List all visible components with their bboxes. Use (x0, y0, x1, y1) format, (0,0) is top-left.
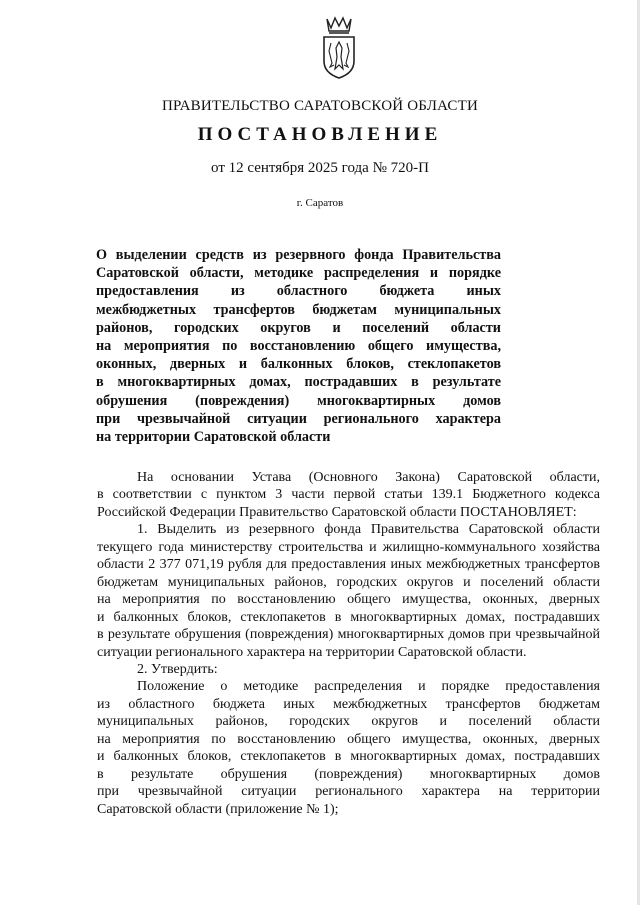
body-line: и балконных блоков, стеклопакетов в многоквартирных домах, пострадавших (97, 609, 600, 625)
title-line: предоставления из областного бюджета иных (96, 283, 501, 300)
document-title (96, 246, 501, 446)
body-line: в соответствии с пунктом 3 части первой статьи 139.1 Бюджетного кодекса (97, 487, 600, 503)
body-line: бюджетам муниципальных районов, городских округов и поселений области (97, 574, 600, 590)
body-line: при чрезвычайной ситуации регионального характера на территории (97, 784, 600, 800)
document-city: г. Саратов (296, 197, 344, 209)
title-line: на мероприятия по восстановлению общего имущества, (96, 338, 501, 355)
body-line: муниципальных районов, городских округов и поселений области (97, 714, 600, 730)
title-line: Саратовской области, методике распределения и порядке (96, 265, 501, 282)
body-line: ситуации регионального характера на территории Саратовской области. (97, 644, 527, 660)
body-line: Положение о методике распределения и порядке предоставления (137, 679, 600, 695)
body-line: Саратовской области (приложение № 1); (97, 801, 339, 817)
title-line: при чрезвычайной ситуации регионального характера (96, 410, 501, 427)
body-line: на мероприятия по восстановлению общего имущества, оконных, дверных (97, 731, 600, 747)
body-line: и балконных блоков, стеклопакетов в многоквартирных домах, пострадавших (97, 749, 600, 765)
title-line: оконных, дверных и балконных блоков, стеклопакетов (96, 356, 501, 373)
org-name: ПРАВИТЕЛЬСТВО САРАТОВСКОЙ ОБЛАСТИ (161, 98, 479, 114)
body-line: 2. Утвердить: (137, 661, 218, 677)
body-line: на мероприятия по восстановлению общего имущества, оконных, дверных (97, 592, 600, 608)
title-line: на территории Саратовской области (96, 429, 331, 446)
body-line: 1. Выделить из резервного фонда Правительства Саратовской области (137, 522, 600, 538)
body-line: в результате обрушения (повреждения) многоквартирных домов (97, 766, 600, 782)
title-line: межбюджетных трансфертов бюджетам муниципальных (96, 301, 501, 318)
body-line: из областного бюджета иных межбюджетных трансфертов бюджетам (97, 696, 600, 712)
title-line: О выделении средств из резервного фонда Правительства (96, 247, 501, 263)
document-date-number: от 12 сентября 2025 года № 720-П (211, 160, 429, 176)
document-body (97, 469, 600, 818)
title-line: обрушения (повреждения) многоквартирных домов (96, 392, 501, 409)
body-line: Российской Федерации Правительство Саратовской области ПОСТАНОВЛЯЕТ: (97, 504, 577, 520)
saratov-coat-of-arms-icon (318, 15, 360, 81)
body-line: На основании Устава (Основного Закона) Саратовской области, (137, 470, 600, 485)
body-line: в результате обрушения (повреждения) многоквартирных домов при чрезвычайной (97, 627, 600, 643)
body-line: текущего года министерству строительства и жилищно-коммунального хозяйства (97, 539, 600, 555)
title-line: в многоквартирных домах, пострадавших в результате (96, 374, 501, 391)
title-line: районов, городских округов и поселений области (96, 319, 501, 336)
body-line: области 2 377 071,19 рубля для предоставления иных межбюджетных трансфертов (97, 557, 600, 573)
document-type: ПОСТАНОВЛЕНИЕ (197, 124, 443, 145)
